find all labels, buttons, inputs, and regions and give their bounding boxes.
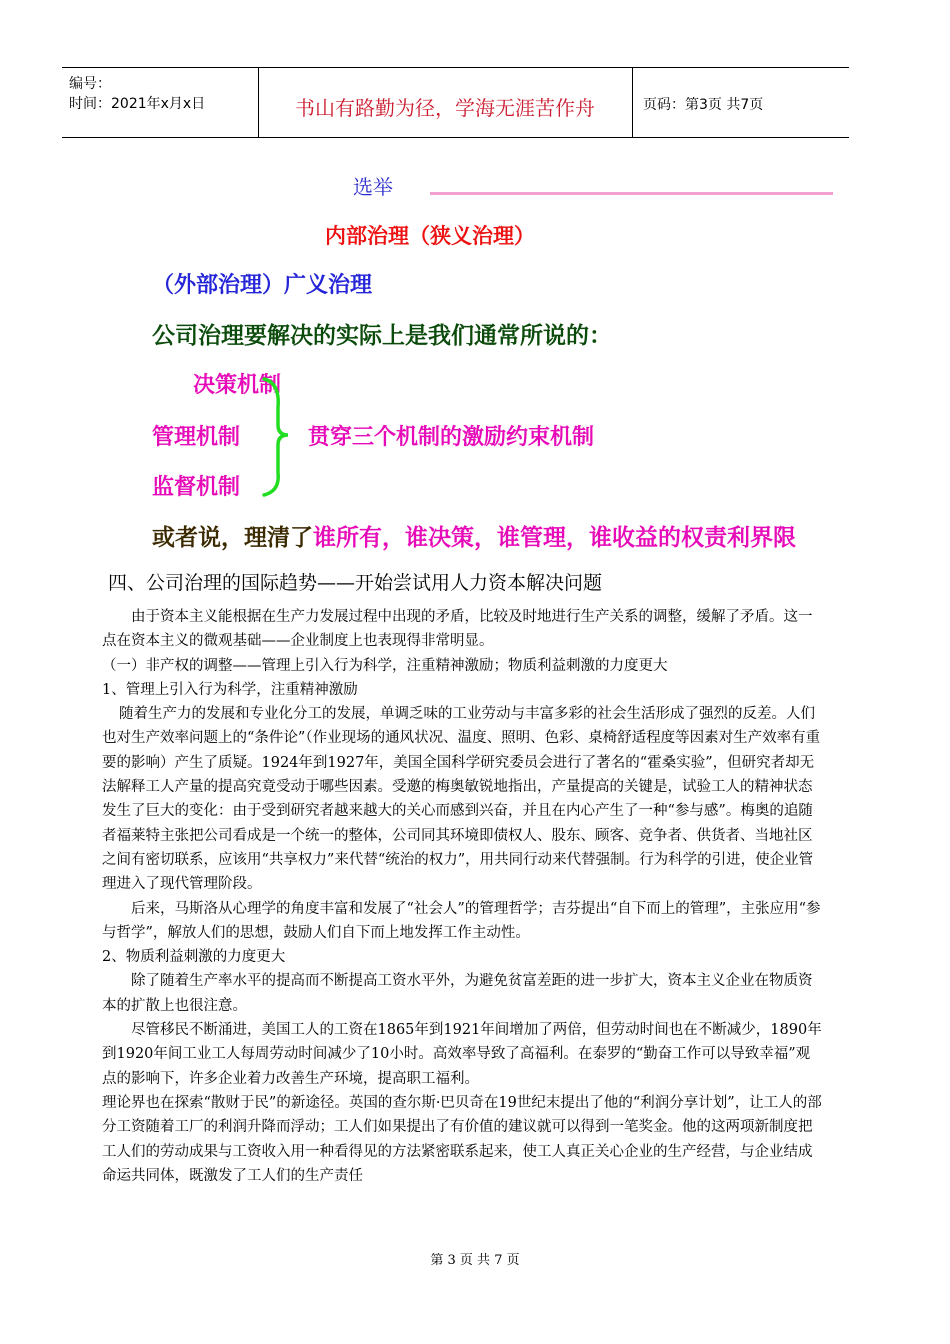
mechanism-decision: 决策机制	[193, 373, 282, 398]
page-footer: 第 3 页 共 7 页	[430, 1253, 520, 1268]
conclusion-highlight: 谁所有，谁决策，谁管理，谁收益的权责利界限	[313, 525, 796, 551]
subheading: （一）非产权的调整——管理上引入行为科学，注重精神激励；物质利益刺激的力度更大	[102, 657, 668, 674]
internal-governance: 内部治理（狭义治理）	[325, 224, 535, 248]
paragraph: 理论界也在探索“散财于民”的新途径。英国的查尔斯·巴贝奇在19世纪末提出了他的“利润分享计划”，让工人的部分工资随着工厂的利润升降而浮动；工人们如果提出了有价值的建议就可以得到一笔奖金。他的这两项新制度把工人们的劳动成果与工资收入用一种看得见的方法紧密联系起来，使工人真正关心企业的生产经营，与企业结成命运共同体，既激发了工人们的生产责任	[102, 1094, 822, 1184]
paragraph: 除了随着生产率水平的提高而不断提高工资水平外，为避免贫富差距的进一步扩大，资本主义企业在物质资本的扩散上也很注意。	[102, 973, 813, 1014]
curly-brace-icon	[256, 377, 296, 497]
section-title: 四、公司治理的国际趋势——开始尝试用人力资本解决问题	[108, 572, 603, 594]
mechanism-supervision: 监督机制	[152, 475, 241, 500]
paragraph: 随着生产力的发展和专业化分工的发展，单调乏味的工业劳动与丰富多彩的社会生活形成了强烈的反差。人们也对生产效率问题上的“条件论”（作业现场的通风状况、温度、照明、色彩、桌椅舒适程度等因素对生产效率有重要的影响）产生了质疑。1924年到1927年，美国全国科学研究委员会进行了著名的“霍桑实验”，但研究者却无法解释工人产量的提高究竟受动于哪些因素。受邀的梅奥敏锐地指出，产量提高的关键是，试验工人的精神状态发生了巨大的变化：由于受到研究者越来越大的关心而感到兴奋，并且在内心产生了一种“参与感”。梅奥的追随者福莱特主张把公司看成是一个统一的整体，公司同其环境即债权人、股东、顾客、竞争者、供货者、当地社区之间有密切联系，应该用“共享权力”来代替“统治的权力”，用共同行动来代替强制。行为科学的引进，使企业管理进入了现代管理阶段。	[102, 706, 821, 893]
election-underline	[430, 192, 833, 195]
brace-label: 贯穿三个机制的激励约束机制	[308, 425, 595, 450]
election-label: 选举	[353, 175, 393, 199]
body-text	[102, 605, 822, 1188]
number-label: 编号：	[69, 76, 111, 92]
page-header	[62, 67, 849, 138]
header-meta-cell	[62, 68, 259, 137]
subheading: 1、管理上引入行为科学，注重精神激励	[102, 681, 358, 698]
conclusion-prefix: 或者说，理清了	[152, 525, 313, 551]
time-label: 时间：2021年x月x日	[69, 96, 206, 112]
page-info: 页码：第3页 共7页	[643, 97, 764, 113]
header-motto-cell	[258, 68, 633, 137]
mechanism-management: 管理机制	[152, 425, 241, 450]
external-governance: （外部治理）广义治理	[152, 273, 373, 298]
governance-question: 公司治理要解决的实际上是我们通常所说的：	[152, 323, 612, 349]
conclusion-line	[152, 519, 796, 552]
motto: 书山有路勤为径，学海无涯苦作舟	[295, 96, 595, 120]
paragraph: 由于资本主义能根据在生产力发展过程中出现的矛盾，比较及时地进行生产关系的调整，缓解了矛盾。这一点在资本主义的微观基础——企业制度上也表现得非常明显。	[102, 609, 813, 650]
header-page-cell	[633, 68, 849, 137]
subheading: 2、物质利益刺激的力度更大	[102, 949, 286, 966]
paragraph: 后来，马斯洛从心理学的角度丰富和发展了“社会人”的管理哲学；吉芬提出“自下而上的管理”，主张应用“参与哲学”，解放人们的思想，鼓励人们自下而上地发挥工作主动性。	[102, 900, 821, 941]
paragraph: 尽管移民不断涌进，美国工人的工资在1865年到1921年间增加了两倍，但劳动时间也在不断减少，1890年到1920年间工业工人每周劳动时间减少了10小时。高效率导致了高福利。在泰罗的“勤奋工作可以导致幸福”观点的影响下，许多企业着力改善生产环境，提高职工福利。	[102, 1022, 822, 1087]
